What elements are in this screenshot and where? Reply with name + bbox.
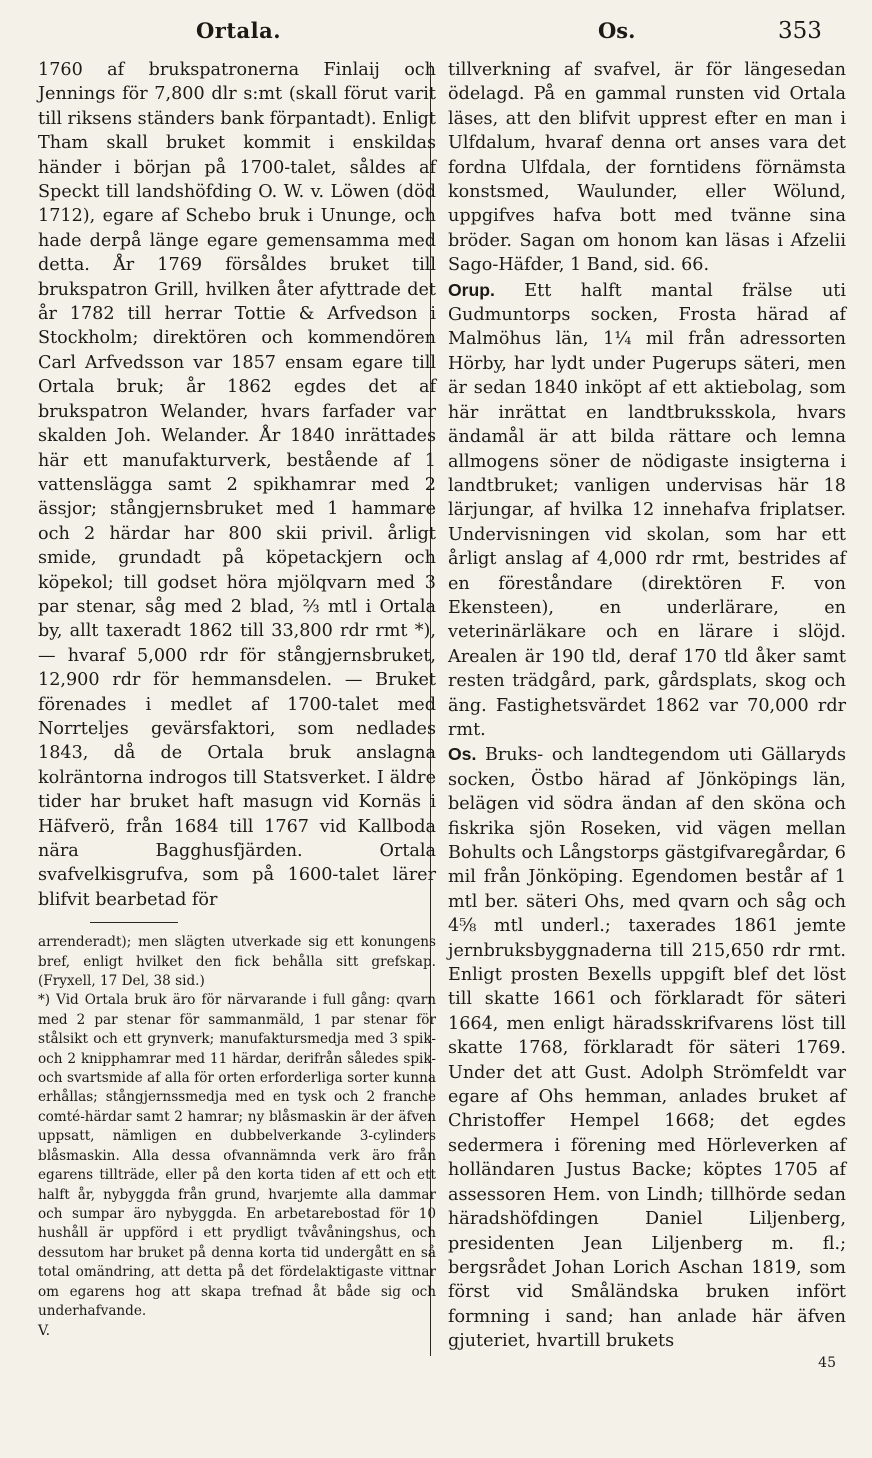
entry-orup bbox=[448, 278, 846, 743]
ortala-continuation: tillverkning af svafvel, är för längesedan ödelagd. På en gammal runsten vid Ortala läses, att den blifvit uppre​st efter en man i Ulfdalum, hvaraf denna ort anses vara det fordna Ulfdala, der forntidens förnämsta konstsmed, Waulunder, eller Wölund, uppgifves hafva bott med tvänne sina bröder. Sagan om honom kan läsas i Afzelii Sago-Häfder, 1 Band, sid. 66. bbox=[448, 60, 846, 276]
sheet-number: 45 bbox=[818, 1354, 836, 1371]
right-column bbox=[448, 58, 846, 1371]
footnote-rule bbox=[90, 922, 178, 923]
entry-text-orup: Ett halft mantal frälse uti Gudmuntorps socken, Frosta härad af Malmöhus län, 1¼ mil från adressorten Hörby, har lydt under Pugerups säteri, men är sedan 1840 inköpt af ett aktiebolag, som här inrättat en landtbruksskola, hvars ändamål är att bilda rättare och lemna allmogens söner de nödigaste insigterna i landtbruket; vanligen undervisas här 18 lärjungar, af hvilka 12 innehafva friplatser. Undervisningen vid skolan, som har ett årligt anslag af 4,000 rdr rmt, bestrides af en föreståndare (direktören F. von Ekensteen), en underlärare, en veterinärläkare och en lärare i slöjd. Arealen är 190 tld, deraf 170 tld åker samt resten trädgård, park, gårdsplats, skog och äng. Fastighetsvärdet 1862 var 70,000 rdr rmt. bbox=[448, 280, 846, 740]
ortala-paragraph: 1760 af brukspatronerna Finlaij och Jennings för 7,800 dlr s:mt (skall förut varit till riksens ständers bank förpantadt). Enligt Tham skall bruket kommit i enskildas händer i början på 1700-talet, såldes af Speckt till landshöfding O. W. v. Löwen (död 1712), egare af Schebo bruk i Ununge, och hade derpå länge egare gemensamma med detta. År 1769 försåldes bruket till brukspatron Grill, hvilken åter afyttrade det år 1782 till herrar Tottie & Arfvedson i Stockholm; direktören och kommendören Carl Arfvedsson var 1857 ensam egare till Ortala bruk; år 1862 egdes det af brukspatron Welander, hvars farfader var skalden Joh. Welander. År 1840 inrättades här ett manufakturverk, bestående af 1 vattenslägga samt 2 spikhamrar med 2 ässjor; stångjernsbruket med 1 hammare och 2 härdar har 800 skii privil. årligt smide, grundadt på köpetackjern och köpekol; till godset höra mjölqvarn med 3 par stenar, såg med 2 blad, ⅔ mtl i Ortala by, allt taxeradt 1862 till 33,800 rdr rmt *), — hvaraf 5,000 rdr för stångjernsbruket, 12,900 rdr för hemmansdelen. — Bruket förenades i medlet af 1700-talet med Norrteljes gevärsfaktori, som nedlades 1843, då de Ortala bruk anslagna kolräntorna indrogos till Statsverket. I äldre tider har bruket haft masugn vid Kornäs i Häfverö, från 1684 till 1767 vid Kallboda nära Bagghusfjärden. Ortala svafvelkisgrufva, som på 1600-talet lärer blifvit bearbetad för bbox=[38, 60, 436, 910]
footnote: *) Vid Ortala bruk äro för närvarande i full gång: qvarn med 2 par stenar för sammanmäld, 1 par stenar för stålsikt och ett grynverk; manufaktursmedja med 3 spik- och 2 knipphamrar med 11 härdar, derifrån således spik- och svartsmide af alla för orten erforderliga sorter kunna erhållas; stångjernssmedja med en tysk och 2 franche comté-härdar samt 2 hamrar; ny blåsmaskin är der äfven uppsatt, nämligen en dubbelverkande 3-cylinders blåsmaskin. Alla dessa ofvannämnda verk äro från egarens tillträde, eller på den korta tiden af ett och ett halft år, nybyggda från grund, hvarjemte alla dammar och sumpar äro nybyggda. En arbetarebostad för 10 hushåll är uppförd i ett prydligt tvåvåningshus, och dessutom har bruket på denna korta tid undergått en så total omändring, att detta på det fördelaktigaste vittnar om egarens hog att skapa trefnad åt både sig och underhafvande. bbox=[38, 992, 436, 1319]
entry-os bbox=[448, 742, 846, 1353]
sheet-signature: V. bbox=[38, 1323, 51, 1340]
entry-head-os: Os. bbox=[448, 744, 477, 765]
header-left-title: Ortala. bbox=[196, 18, 282, 43]
entry-head-orup: Orup. bbox=[448, 279, 495, 300]
left-body bbox=[38, 58, 436, 912]
page-number: 353 bbox=[778, 18, 822, 44]
left-column bbox=[38, 58, 436, 1339]
footnote-continuation: arrenderadt); men slägten utverkade sig ett konungens bref, enligt hvilket den fick behålla sitt grefskap. (Fryxell, 17 Del, 38 sid.) bbox=[38, 934, 436, 990]
running-header bbox=[0, 10, 872, 54]
header-right-title: Os. bbox=[598, 18, 636, 43]
right-body bbox=[448, 58, 846, 1354]
entry-text-os: Bruks- och landtegendom uti Gällaryds socken, Östbo härad af Jönköpings län, belägen vid södra ändan af den sköna och fiskrika sjön Roseken, vid vägen mellan Bohults och Långstorps gästgifvaregårdar, 6 mil från Jönköping. Egendomen består af 1 mtl ber. säteri Ohs, med qvarn och såg och 4⅝ mtl underl.; taxerades 1861 jemte jernbruksbyggnaderna till 215,650 rdr rmt. Enligt prosten Bexells uppgift blef det löst till skatte 1661 och förklaradt för säteri 1664, men enligt häradsskrifvarens löst till skatte 1768, förklaradt för säteri 1769. Under det att Gust. Adolph Strömfeldt var egare af Ohs hemman, anlades bruket af Christoffer Hempel 1668; det egdes sedermera i förening med Hörleverken af holländaren Justus Backe; köptes 1705 af assessoren Hem. von Lindh; tillhörde sedan häradshöfdingen Daniel Liljenberg, presidenten Jean Liljenberg m. fl.; bergsrådet Johan Lorich Aschan 1819, som först vid Småländska bruken infört formning i sand; han anlade här äfven gjuteriet, hvartill brukets bbox=[448, 745, 846, 1352]
